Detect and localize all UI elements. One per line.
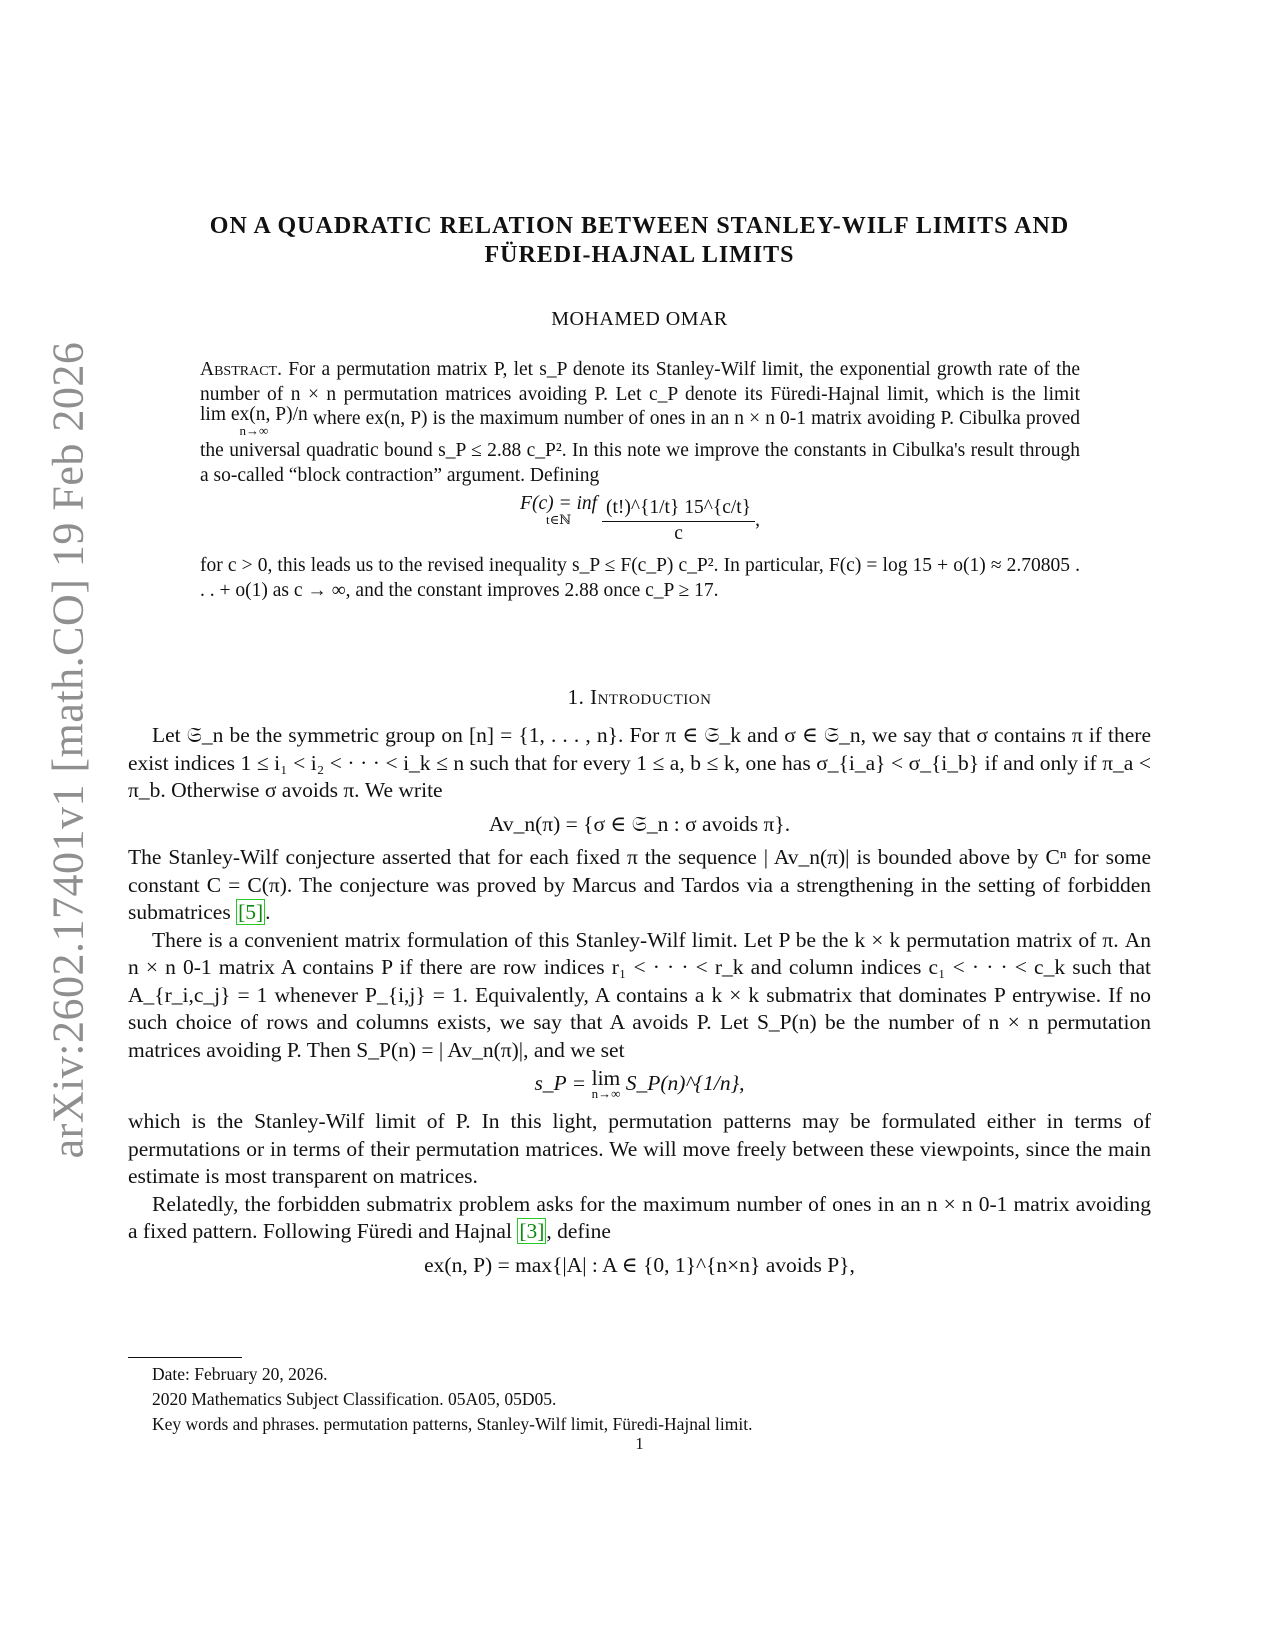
arxiv-sidebar-stamp <box>8 210 128 1290</box>
paragraph-2-end: . <box>265 900 271 924</box>
title-line-1: ON A QUADRATIC RELATION BETWEEN STANLEY-WILF LIMITS AND <box>209 213 1070 239</box>
eq2-lhs: s_P = <box>534 1071 587 1095</box>
paragraph-2-text: The Stanley-Wilf conjecture asserted that for each fixed π the sequence | Av_n(π)| is bounded above by Cⁿ for some constant C = C(π). The conjecture was proved by Marcus and Tardos via a strengthening in the setting of forbidden submatrices <box>128 845 1151 924</box>
footnotes <box>152 1362 1132 1437</box>
formula-subscript: t∈ℕ <box>546 512 572 527</box>
author-name: MOHAMED OMAR <box>551 308 728 330</box>
citation-link-5[interactable]: [5] <box>238 900 264 924</box>
eq2-lim-word: lim <box>591 1066 621 1090</box>
formula-tail: , <box>755 509 760 531</box>
limit-expression <box>200 404 308 439</box>
arxiv-id: arXiv:2602.17401v1 [math.CO] 19 Feb 2026 <box>43 341 93 1159</box>
paragraph-5-end: , define <box>546 1219 611 1243</box>
formula-fraction <box>602 496 755 546</box>
eq2-limit <box>591 1066 621 1102</box>
paragraph-3: There is a convenient matrix formulation of this Stanley-Wilf limit. Let P be the k × k permutation matrix of π. An n × n 0-1 matrix A contains P if there are row indices r₁ < · · · < r_k and column indices c₁ < · · · < c_k such that A_{r_i,c_j} = 1 whenever P_{i,j} = 1. Equivalently, A contains a k × k submatrix that dominates P entrywise. If no such choice of rows and columns exists, we say that A avoids P. Let S_P(n) be the number of n × n permutation matrices avoiding P. Then S_P(n) = | Av_n(π)|, and we set <box>128 927 1151 1062</box>
formula-lhs: F(c) = inf <box>520 493 598 514</box>
formula-F <box>200 493 1080 546</box>
footnote-date: Date: February 20, 2026. <box>152 1364 328 1384</box>
body-text <box>128 722 1151 1285</box>
paper-title <box>128 212 1151 270</box>
paragraph-1: Let 𝔖_n be the symmetric group on [n] = {1, . . . , n}. For π ∈ 𝔖_k and σ ∈ 𝔖_n, we say that σ contains π if there exist indices 1 ≤ i₁ < i₂ < · · · < i_k ≤ n such that for every 1 ≤ a, b ≤ k, one has σ_{i_a} < σ_{i_b} if and only if π_a < π_b. Otherwise σ avoids π. We write <box>128 723 1151 802</box>
section-number: 1. <box>567 685 585 709</box>
footnote-keywords: Key words and phrases. permutation patterns, Stanley-Wilf limit, Füredi-Hajnal limit. <box>152 1414 753 1434</box>
paragraph-2 <box>128 844 1151 927</box>
formula-numerator: (t!)^{1/t} 15^{c/t} <box>602 496 755 522</box>
abstract-sentence-1: For a permutation matrix P, let s_P denote its Stanley-Wilf limit, the exponential growth rate of the number of n × n permutation matrices avoiding P. Let c_P denote its Füredi-Hajnal limit, which is the limit <box>200 359 1081 405</box>
inf-operator <box>520 493 598 528</box>
limit-subscript: n→∞ <box>239 423 269 438</box>
abstract-sentence-2: where ex(n, P) is the maximum number of ones in an n × n 0-1 matrix avoiding P. Cibulka proved the universal quadratic bound s_P ≤ 2.88 c_P². In this note we improve the constants in Cibulka's result through a so-called “block contraction” argument. Defining <box>200 408 1081 486</box>
equation-ex: ex(n, P) = max{|A| : A ∈ {0, 1}^{n×n} avoids P}, <box>424 1252 855 1277</box>
paper-page <box>128 0 1151 1650</box>
equation-av: Av_n(π) = {σ ∈ 𝔖_n : σ avoids π}. <box>488 811 791 836</box>
abstract-block <box>200 358 1080 603</box>
abstract-sentence-3: for c > 0, this leads us to the revised inequality s_P ≤ F(c_P) c_P². In particular, F(c) = log 15 + o(1) ≈ 2.70805 . . . + o(1) as c → ∞, and the constant improves 2.88 once c_P ≥ 17. <box>200 555 1080 601</box>
footnote-msc: 2020 Mathematics Subject Classification. 05A05, 05D05. <box>152 1389 557 1409</box>
eq2-lim-sub: n→∞ <box>591 1086 621 1101</box>
formula-denominator: c <box>674 522 683 544</box>
section-title: Introduction <box>590 685 712 709</box>
eq2-rhs: S_P(n)^{1/n}, <box>625 1071 745 1095</box>
section-heading <box>128 685 1151 710</box>
abstract-label: Abstract. <box>200 359 282 380</box>
page-number: 1 <box>635 1434 644 1453</box>
paragraph-4: which is the Stanley-Wilf limit of P. In this light, permutation patterns may be formulated either in terms of permutations or in terms of their permutation matrices. We will move freely between these viewpoints, since the main estimate is most transparent on matrices. <box>128 1109 1151 1188</box>
limit-body: lim ex(n, P)/n <box>200 404 308 425</box>
citation-link-3[interactable]: [3] <box>519 1219 545 1243</box>
paragraph-5-text: Relatedly, the forbidden submatrix problem asks for the maximum number of ones in an n × n 0-1 matrix avoiding a fixed pattern. Following Füredi and Hajnal <box>128 1191 1151 1243</box>
paragraph-5 <box>128 1191 1151 1246</box>
equation-sp <box>128 1066 1151 1102</box>
title-line-2: FÜREDI-HAJNAL LIMITS <box>484 242 795 268</box>
footnote-rule <box>128 1357 242 1358</box>
